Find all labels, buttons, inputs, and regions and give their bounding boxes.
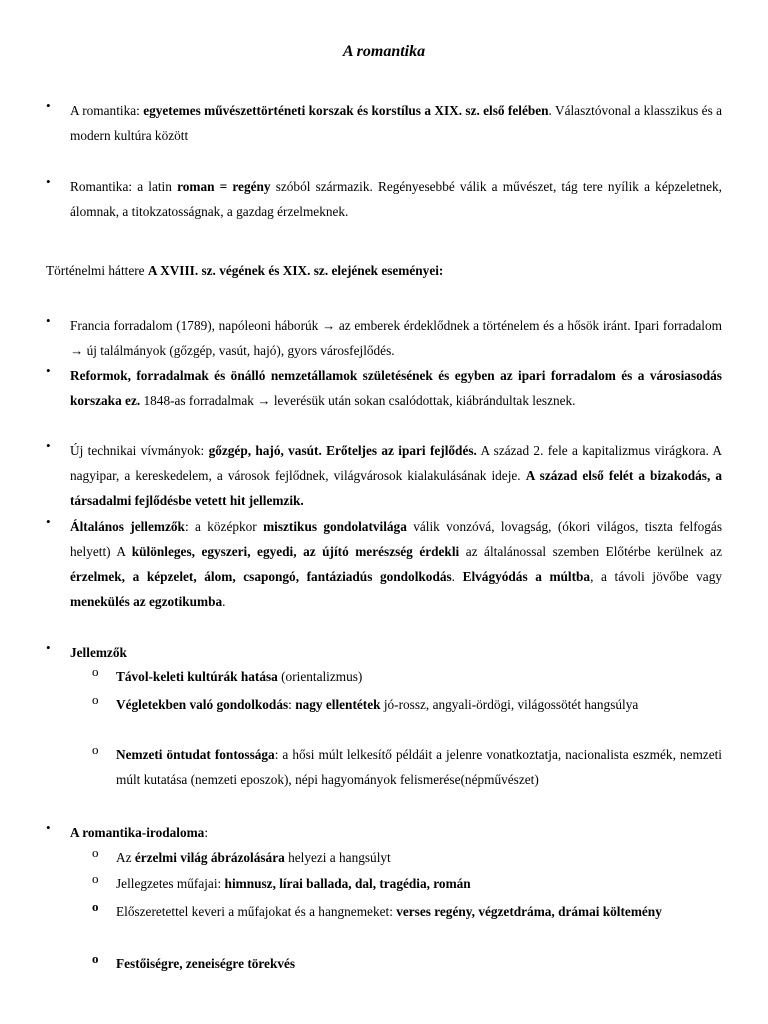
- features-heading-item: [46, 640, 722, 665]
- features-item-1: [92, 664, 722, 689]
- circle-bullet-icon: o: [92, 951, 99, 966]
- text-run: . Választóvonal a klasszikus és a modern kultúra között: [70, 103, 722, 143]
- circle-bullet-icon: o: [92, 871, 99, 886]
- page-title: A romantika: [342, 43, 426, 60]
- text-run: .: [222, 594, 226, 609]
- circle-bullet-icon: o: [92, 692, 99, 707]
- text-run: : a hősi múlt lelkesítő példáit a jelenre vonatkoztatja, nacionalista eszmék, nemzeti múlt kutatása (nemzeti eposzok), népi hagyományok felismerése(népművészet): [116, 747, 722, 787]
- text-run: , a távoli jövőbe vagy: [590, 569, 723, 584]
- literature-text-1: [116, 845, 722, 870]
- bullet-icon: •: [46, 640, 51, 655]
- bold-text-run: érzelmek, a képzelet, álom, csapongó, fantáziadús gondolkodás: [70, 569, 452, 584]
- bold-text-run: Általános jellemzők: [70, 519, 185, 534]
- history-text-2: [70, 363, 722, 413]
- bold-text-run: verses regény, végzetdráma, drámai költemény: [396, 904, 662, 919]
- bold-text-run: A XVIII. sz. végének és XIX. sz. elejének eseményei:: [147, 263, 444, 278]
- history-text-4: [70, 514, 722, 614]
- literature-heading-item: [46, 820, 722, 845]
- bold-text-run: nagy ellentétek: [295, 697, 381, 712]
- history-heading: [46, 258, 722, 283]
- text-run: A romantika:: [70, 103, 144, 118]
- history-text-3: [70, 438, 722, 513]
- bullet-icon: •: [46, 438, 51, 453]
- text-run: helyezi a hangsúlyt: [284, 850, 391, 865]
- bold-text-run: érzelmi világ ábrázolására: [134, 850, 285, 865]
- history-item-4: [46, 514, 722, 614]
- bullet-icon: •: [46, 514, 51, 529]
- bold-text-run: Nemzeti öntudat fontossága: [116, 747, 275, 762]
- circle-bullet-icon: o: [92, 899, 99, 914]
- literature-item-1: [92, 845, 722, 870]
- bold-text-run: menekülés az egzotikumba: [70, 594, 223, 609]
- literature-item-3: [92, 899, 722, 924]
- text-run: Francia forradalom (1789), napóleoni háborúk → az emberek érdeklődnek a történelem és a hősök iránt. Ipari forradalom → új találmányok (gőzgép, vasút, hajó), gyors városfejlődés.: [70, 318, 722, 358]
- intro-text-2: [70, 174, 722, 224]
- bold-text-run: Végletekben való gondolkodás: [116, 697, 289, 712]
- text-run: Történelmi háttere: [46, 263, 148, 278]
- history-item-2: [46, 363, 722, 413]
- bold-text-run: A század első felét a bizakodás, a társadalmi fejlődésbe vetett hit jellemzik.: [70, 468, 723, 508]
- text-run: .: [451, 569, 463, 584]
- text-run: A század 2. fele a kapitalizmus virágkora. A nagyipar, a kereskedelem, a városok fejlődnek, világvárosok kialakulásának ideje.: [70, 443, 722, 483]
- text-run: Az: [116, 850, 135, 865]
- text-run: szóból származik. Regényesebbé válik a művészet, tág tere nyílik a képzeletnek, álomnak, a titokzatosságnak, a gazdag érzelmeknek.: [70, 179, 722, 219]
- history-item-1: [46, 313, 722, 363]
- bold-text-run: Távol-keleti kultúrák hatása: [116, 669, 278, 684]
- history-item-3: [46, 438, 722, 513]
- text-run: (orientalizmus): [277, 669, 363, 684]
- literature-heading: A romantika-irodaloma:: [70, 825, 209, 840]
- text-run: Romantika: a latin: [70, 179, 178, 194]
- bold-text-run: Reformok, forradalmak és önálló nemzetállamok születésének és egyben az ipari forradalom és a városiasodás korszaka ez.: [70, 368, 722, 408]
- literature-text-4: [116, 951, 722, 976]
- circle-bullet-icon: o: [92, 664, 99, 679]
- bold-text-run: misztikus gondolatvilága: [263, 519, 407, 534]
- bullet-icon: •: [46, 363, 51, 378]
- literature-text-3: [116, 899, 722, 924]
- text-run: az általánossal szemben Előtérbe kerülnek az: [459, 544, 722, 559]
- text-run: válik vonzóvá, lovagság, (ókori világos, tiszta felfogás helyett) A: [70, 519, 723, 559]
- bullet-icon: •: [46, 98, 51, 113]
- bold-text-run: Festőiségre, zeneiségre törekvés: [116, 956, 296, 971]
- bullet-icon: •: [46, 174, 51, 189]
- history-text-1: [70, 313, 722, 363]
- text-run: :: [288, 697, 296, 712]
- features-text-2: [116, 692, 722, 717]
- features-text-3: [116, 742, 722, 792]
- text-run: Előszeretettel keveri a műfajokat és a hangnemeket:: [116, 904, 397, 919]
- features-item-2: [92, 692, 722, 717]
- features-text-1: [116, 664, 722, 689]
- literature-text-2: [116, 871, 722, 896]
- bold-text-run: gőzgép, hajó, vasút. Erőteljes az ipari fejlődés.: [208, 443, 477, 458]
- intro-text-1: [70, 98, 722, 148]
- text-run: : a középkor: [184, 519, 264, 534]
- text-run: Új technikai vívmányok:: [70, 443, 209, 458]
- bullet-icon: •: [46, 313, 51, 328]
- circle-bullet-icon: o: [92, 845, 99, 860]
- bold-text-run: himnusz, lírai ballada, dal, tragédia, román: [224, 876, 471, 891]
- intro-item-2: [46, 174, 722, 224]
- bold-text-run: különleges, egyszeri, egyedi, az újító merészség érdekli: [131, 544, 460, 559]
- features-item-3: [92, 742, 722, 792]
- literature-item-4: [92, 951, 722, 976]
- bold-text-run: egyetemes művészettörténeti korszak és korstílus a XIX. sz. első felében: [143, 103, 549, 118]
- features-heading: Jellemzők: [70, 645, 127, 660]
- bold-text-run: roman = regény: [177, 179, 271, 194]
- bold-text-run: Elvágyódás a múltba: [462, 569, 591, 584]
- circle-bullet-icon: o: [92, 742, 99, 757]
- text-run: Jellegzetes műfajai:: [116, 876, 225, 891]
- text-run: jó-rossz, angyali-ördögi, világossötét hangsúlya: [380, 697, 639, 712]
- text-run: 1848-as forradalmak → leverésük után sokan csalódottak, kiábrándultak lesznek.: [140, 393, 576, 408]
- bullet-icon: •: [46, 820, 51, 835]
- intro-item-1: [46, 98, 722, 148]
- literature-item-2: [92, 871, 722, 896]
